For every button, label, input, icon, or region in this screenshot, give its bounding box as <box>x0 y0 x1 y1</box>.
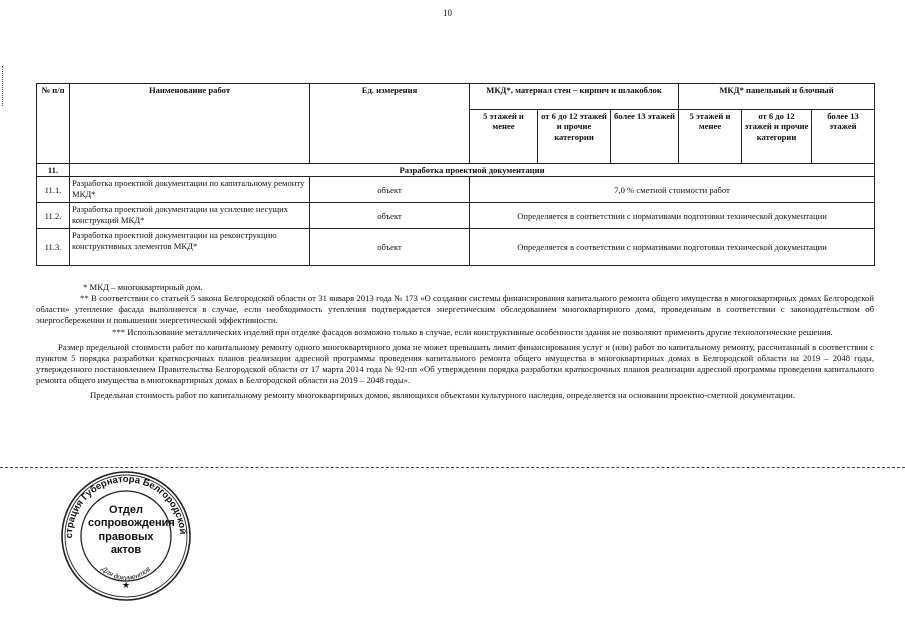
subheader-brick-1: 5 этажей и менее <box>470 110 538 164</box>
row-value: 7,0 % сметной стоимости работ <box>470 177 875 203</box>
cost-table-container <box>36 83 874 266</box>
table-row <box>37 203 875 229</box>
header-panel: МКД* панельный и блочный <box>679 84 875 110</box>
official-stamp <box>60 470 192 602</box>
stamp-line: правовых <box>98 530 154 543</box>
footnote-2: ** В соответствии со статьей 5 закона Белгородской области от 31 января 2013 года № 173 «О создании системы финансирования капитального ремонта общего имущества в многоквартирных домах Белгородской области» утепление фасада выполняется в случае, если необходимость утепления подтверждается энергетическим обследованием многоквартирного дома, проведенным в соответствии с законодательством об энергосбережении и повышении энергетической эффективности. <box>36 293 874 326</box>
row-num: 11.1. <box>37 177 70 203</box>
row-value: Определяется в соответствии с нормативами подготовки технической документации <box>470 203 875 229</box>
header-unit: Ед. измерения <box>310 84 470 164</box>
table-row <box>37 177 875 203</box>
row-unit: объект <box>310 177 470 203</box>
subheader-brick-3: более 13 этажей <box>611 110 679 164</box>
row-unit: объект <box>310 203 470 229</box>
footnote-3: *** Использование металлических изделий при отделке фасадов возможно только в случае, если конструктивные особенности здания не позволяют применить другие технологические решения. <box>112 326 833 337</box>
subheader-panel-3: более 13 этажей <box>812 110 875 164</box>
cost-table <box>36 83 875 266</box>
notes-block <box>36 282 874 401</box>
stamp-center-text <box>88 504 175 558</box>
stamp-ring-textpath: страция Губернатора Белгородской <box>63 473 189 539</box>
row-value: Определяется в соответствии с нормативами подготовки технической документации <box>470 229 875 266</box>
row-work: Разработка проектной документации по капитальному ремонту МКД* <box>70 177 310 203</box>
subheader-brick-2: от 6 до 12 этажей и прочие категории <box>538 110 611 164</box>
stamp-bottom-textpath: Для документов <box>99 565 153 583</box>
row-num: 11.3. <box>37 229 70 266</box>
subheader-panel-1: 5 этажей и менее <box>679 110 742 164</box>
subheader-panel-2: от 6 до 12 этажей и прочие категории <box>742 110 812 164</box>
paragraph-heritage: Предельная стоимость работ по капитальному ремонту многоквартирных домов, являющихся объектами культурного наследия, определяется на основании проектно-сметной документации. <box>90 390 795 401</box>
footnote-1: * МКД – многоквартирный дом. <box>83 282 203 292</box>
stamp-line: сопровождения <box>88 517 175 530</box>
header-work: Наименование работ <box>70 84 310 164</box>
dashed-divider <box>0 467 905 468</box>
section-title: Разработка проектной документации <box>70 164 875 177</box>
section-num: 11. <box>37 164 70 177</box>
margin-marks <box>2 66 6 106</box>
header-num: № п/п <box>37 84 70 164</box>
paragraph-limit: Размер предельной стоимости работ по капитальному ремонту одного многоквартирного дома не может превышать лимит финансирования услуг и (или) работ по капитальному ремонту, рассчитанный в соответствии с пунктом 5 порядка разработки краткосрочных планов реализации адресной программы проведения капитального ремонта общего имущества в многоквартирных домах в Белгородской области на 2019 – 2048 годы, утвержденного постановлением Правительства Белгородской области от 17 марта 2014 года № 92-пп «Об утверждении порядка разработки краткосрочных планов реализации адресной программы проведения капитального ремонта общего имущества в многоквартирных домах в Белгородской области на 2019 – 2048 годы». <box>36 341 874 385</box>
row-num: 11.2. <box>37 203 70 229</box>
stamp-line: актов <box>110 544 142 557</box>
row-work: Разработка проектной документации на усиление несущих конструкций МКД* <box>70 203 310 229</box>
row-unit: объект <box>310 229 470 266</box>
section-row <box>37 164 875 177</box>
row-work: Разработка проектной документации на реконструкцию конструктивных элементов МКД* <box>70 229 310 266</box>
header-brick: МКД*, материал стен – кирпич и шлакоблок <box>470 84 679 110</box>
table-row <box>37 229 875 266</box>
star-icon: ★ <box>121 580 131 590</box>
page-number: 10 <box>443 8 452 18</box>
stamp-line: Отдел <box>109 504 143 516</box>
